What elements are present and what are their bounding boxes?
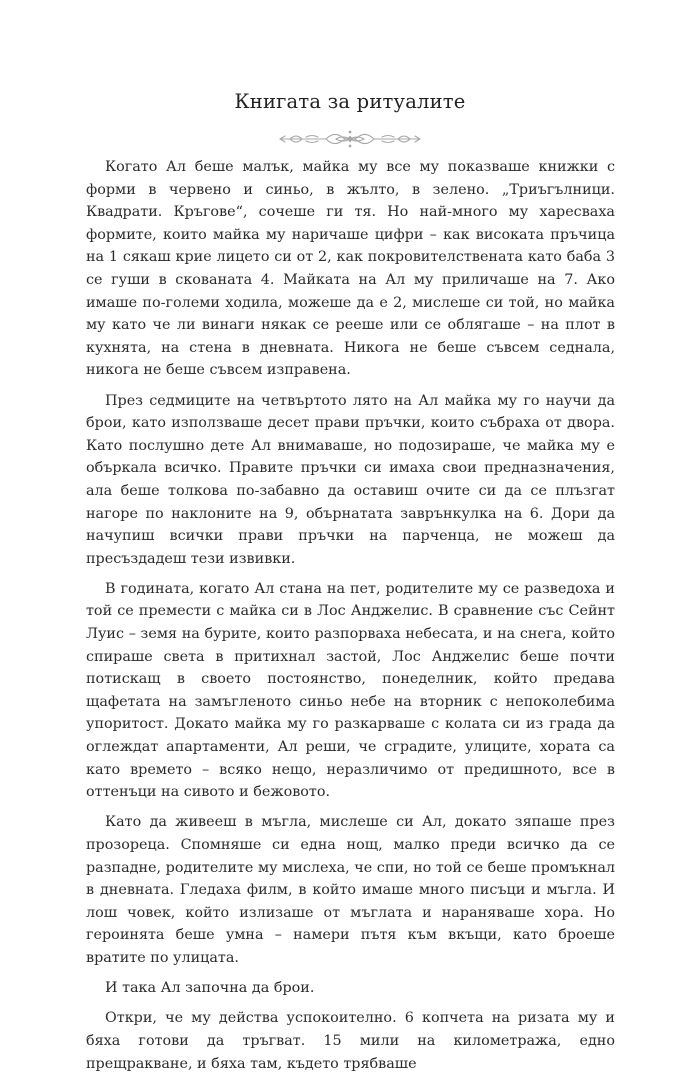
paragraph: Откри, че му действа успокоително. 6 копчета на ризата му и бяха готови да тръгват. 15 мили на километража, едно прещракване, и бяха там, където трябваше (86, 1010, 615, 1072)
paragraph: В годината, когато Ал стана на пет, родителите му се разведоха и той се премести с майка си в Лос Анджелис. В сравнение със Сейнт Луис – земя на бурите, които разпорваха небесата, и на снега, който спираше света в притихнал застой, Лос Анджелис беше почти потискащ в своето постоянство, понеделник, който предава щафетата на замъгленото синьо небе на вторник с непоколебима упоритост. Докато майка му го разкарваше с колата си из града да оглеждат апартаменти, Ал реши, че сградите, улиците, хората са като времето – всяко нещо, неразличимо от предишното, все в оттенъци на сивото и бежовото. (86, 580, 615, 801)
chapter-title: Книгата за ритуалите (234, 90, 466, 113)
paragraph: Като да живееш в мъгла, мислеше си Ал, докато зяпаше през прозореца. Спомняше си една нощ, малко преди всичко да се разпадне, родителите му мислеха, че спи, но той се беше промъкнал в дневната. Гледаха филм, в който имаше много писъци и мъгла. И лош човек, който излизаше от мъглата и нараняваше хора. Но героинята беше умна – намери пътя към вкъщи, като броеше вратите по улицата. (86, 814, 615, 966)
decorative-flourish-icon (276, 128, 424, 150)
paragraph: Когато Ал беше малък, майка му все му показваше книжки с форми в червено и синьо, в жълто, в зелено. „Триъгълници. Квадрати. Кръгове“, сочеше ги тя. Но най-много му харесваха формите, които майка му наричаше цифри – как високата пръчица на 1 сякаш крие лицето си от 2, как покровителствената като баба 3 се гуши в скованата 4. Майката на Ал му приличаше на 7. Ако имаше по-големи ходила, можеше да е 2, мислеше си той, но майка му като че ли винаги някак се рееше или се облягаше – на плот в кухнята, на стена в дневната. Никога не беше съвсем седнала, никога не беше съвсем изправена. (86, 159, 615, 379)
paragraph: И така Ал започна да брои. (105, 980, 315, 997)
chapter-body (86, 156, 615, 1083)
paragraph: През седмиците на четвъртото лято на Ал майка му го научи да брои, като използваше десет прави пръчки, които събраха от двора. Като послушно дете Ал внимаваше, но подозираше, че майка му е объркала всичко. Правите пръчки си имаха свои предназначения, ала беше толкова по-забавно да оставиш очите си да се плъзгат нагоре по наклоните на 9, обърнатата заврънкулка на 6. Дори да начупиш всички прави пръчки на парченца, не можеш да пресъздадеш тези извивки. (86, 392, 615, 567)
